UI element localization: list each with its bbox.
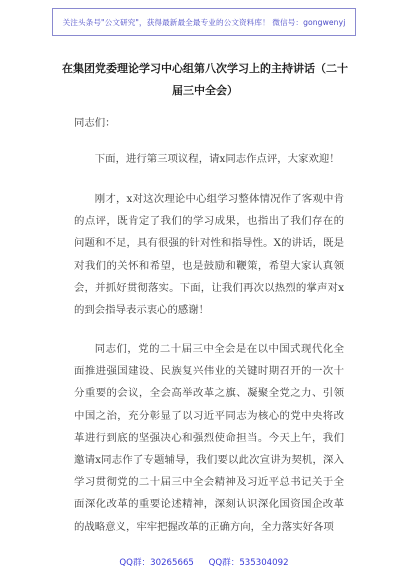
footer-qq-group-2: QQ群：535304092 bbox=[208, 558, 289, 568]
paragraph-plenum: 同志们，党的二十届三中全会是在以中国式现代化全面推进强国建设、民族复兴伟业的关键时期召开的一次十分重要的会议，全会高举改革之旗、凝聚全党之力、引领中国之治，充分彰显了以习近平同志为核心的党中央将改革进行到底的坚强决心和强烈使命担当。今天上午，我们邀请x同志作了专题辅导，我们要以此次宣讲为契机，深入学习贯彻党的二十届三中全会精神及习近平总书记关于全面深化改革的重要论述精神，深刻认识深化国资国企改革的战略意义，牢牢把握改革的正确方向，全力落实好各项 bbox=[74, 343, 344, 533]
promo-banner: 关注头条号"公文研究"，获得最新最全最专业的公文资料库！ 微信号：gongwenyj bbox=[52, 8, 356, 36]
footer bbox=[0, 556, 408, 568]
document-title: 在集团党委理论学习中心组第八次学习上的主持讲话（二十届三中全会） bbox=[62, 62, 348, 97]
footer-qq-group-1: QQ群：30265665 bbox=[119, 558, 194, 568]
salutation: 同志们： bbox=[74, 117, 116, 129]
paragraph-thanks: 刚才，x对这次理论中心组学习整体情况作了客观中肯的点评，既肯定了我们的学习成果，也指出了我们存在的问题和不足，具有很强的针对性和指导性。X的讲话，既是对我们的关怀和希望，也是鼓励和鞭策，希望大家认真领会，并抓好贯彻落实。下面，让我们再次以热烈的掌声对x的到会指导表示衷心的感谢！ bbox=[74, 193, 344, 317]
paragraph-agenda: 下面，进行第三项议程，请x同志作点评，大家欢迎！ bbox=[94, 153, 340, 165]
